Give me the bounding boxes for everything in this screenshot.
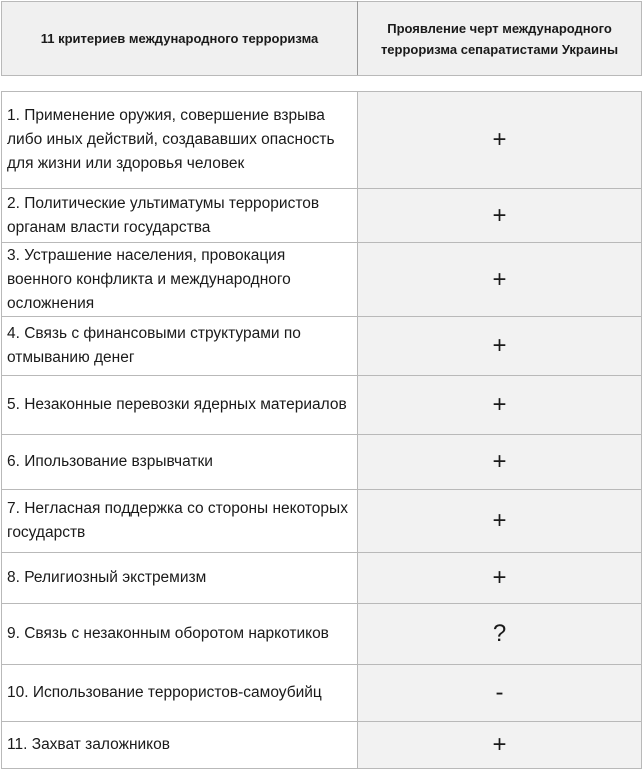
table-row bbox=[2, 722, 642, 769]
table-row bbox=[2, 553, 642, 604]
criterion-cell: 11. Захват заложников bbox=[2, 722, 358, 769]
header-manifestation: Проявление черт международного терроризма сепаратистами Украины bbox=[358, 2, 642, 76]
criterion-cell: 7. Негласная поддержка со стороны некоторых государств bbox=[2, 490, 358, 553]
criterion-cell: 6. Ипользование взрывчатки bbox=[2, 435, 358, 490]
mark-cell: + bbox=[358, 435, 642, 490]
table-row bbox=[2, 665, 642, 722]
mark-cell: + bbox=[358, 189, 642, 243]
table-row bbox=[2, 243, 642, 317]
criterion-cell: 8. Религиозный экстремизм bbox=[2, 553, 358, 604]
mark-cell: + bbox=[358, 722, 642, 769]
mark-cell: + bbox=[358, 243, 642, 317]
header-criteria: 11 критериев международного терроризма bbox=[2, 2, 358, 76]
mark-cell: + bbox=[358, 317, 642, 376]
table-header bbox=[1, 1, 642, 76]
table-row bbox=[2, 376, 642, 435]
table-row bbox=[2, 92, 642, 189]
table-row bbox=[2, 604, 642, 665]
criteria-table bbox=[1, 91, 642, 769]
mark-cell: - bbox=[358, 665, 642, 722]
mark-cell: ? bbox=[358, 604, 642, 665]
mark-cell: + bbox=[358, 490, 642, 553]
criterion-cell: 9. Связь с незаконным оборотом наркотиков bbox=[2, 604, 358, 665]
criterion-cell: 4. Связь с финансовыми структурами по отмыванию денег bbox=[2, 317, 358, 376]
mark-cell: + bbox=[358, 92, 642, 189]
mark-cell: + bbox=[358, 376, 642, 435]
header-row bbox=[2, 2, 642, 76]
criterion-cell: 5. Незаконные перевозки ядерных материалов bbox=[2, 376, 358, 435]
criterion-cell: 10. Использование террористов-самоубийц bbox=[2, 665, 358, 722]
criterion-cell: 1. Применение оружия, совершение взрыва либо иных действий, создававших опасность для жизни или здоровья человек bbox=[2, 92, 358, 189]
table-row bbox=[2, 189, 642, 243]
table-row bbox=[2, 435, 642, 490]
table-row bbox=[2, 490, 642, 553]
table-row bbox=[2, 317, 642, 376]
criterion-cell: 2. Политические ультиматумы террористов органам власти государства bbox=[2, 189, 358, 243]
criterion-cell: 3. Устрашение населения, провокация военного конфликта и международного осложнения bbox=[2, 243, 358, 317]
mark-cell: + bbox=[358, 553, 642, 604]
